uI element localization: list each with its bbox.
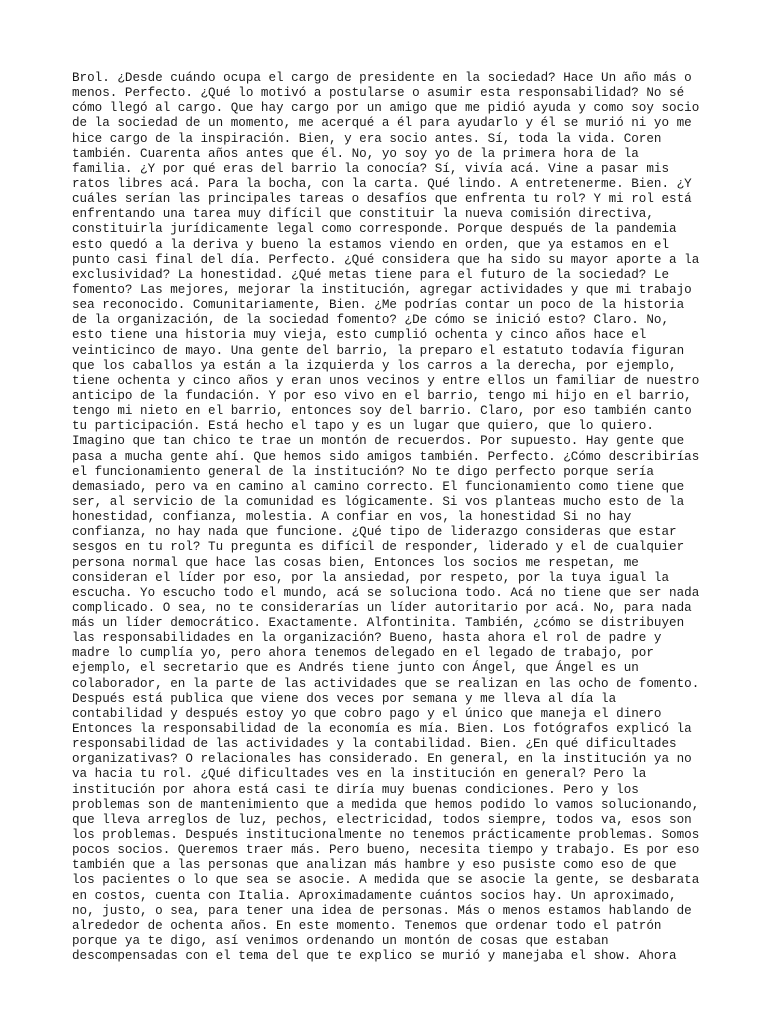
text-line: organizativas? O relacionales has considerado. En general, en la institución ya no: [72, 752, 692, 767]
text-line: en costos, cuenta con Italia. Aproximadamente cuántos socios hay. Un aproximado,: [72, 888, 677, 903]
text-line: que lleva arreglos de luz, pechos, electricidad, todos siempre, todos va, esos son: [72, 812, 692, 827]
text-line: escucha. Yo escucho todo el mundo, acá se soluciona todo. Acá no tiene que ser nada: [72, 585, 700, 600]
text-line: porque ya te digo, así venimos ordenando un montón de cosas que estaban: [72, 934, 609, 949]
text-line: veinticinco de mayo. Una gente del barrio, la preparo el estatuto todavía figuran: [72, 343, 685, 358]
text-line: de la organización, de la sociedad fomento? ¿De cómo se inició esto? Claro. No,: [72, 313, 670, 328]
text-line: persona normal que hace las cosas bien, Entonces los socios me respetan, me: [72, 555, 639, 570]
text-line: pocos socios. Queremos traer más. Pero bueno, necesita tiempo y trabajo. Es por eso: [72, 843, 700, 858]
text-line: Brol. ¿Desde cuándo ocupa el cargo de presidente en la sociedad? Hace Un año más o: [72, 71, 692, 85]
text-line: honestidad, confianza, molestia. A confiar en vos, la honestidad Si no hay: [72, 510, 632, 525]
text-line: anticipo de la fundación. Y por eso vivo en el barrio, tengo mi hijo en el barrio,: [72, 388, 692, 403]
text-line: colaborador, en la parte de las actividades que se realizan en las ocho de fomento.: [72, 676, 700, 691]
text-line: descompensadas con el tema del que te explico se murió y manejaba el show. Ahora: [72, 949, 677, 964]
text-line: enfrentando una tarea muy difícil que constituir la nueva comisión directiva,: [72, 207, 654, 222]
text-line: institución por ahora está casi te diría muy buenas condiciones. Pero y los: [72, 782, 639, 797]
text-line: complicado. O sea, no te considerarías un líder autoritario por acá. No, para nada: [72, 600, 692, 615]
text-line: sesgos en tu rol? Tu pregunta es difícil de responder, liderado y el de cualquier: [72, 540, 685, 555]
text-line: tu participación. Está hecho el tapo y es un lugar que quiero, que lo quiero.: [72, 419, 654, 434]
text-line: sea reconocido. Comunitariamente, Bien. ¿Me podrías contar un poco de la historia: [72, 298, 685, 313]
text-line: más un líder democrático. Exactamente. Alfontinita. También, ¿cómo se distribuyen: [72, 616, 685, 631]
text-line: hice cargo de la inspiración. Bien, y era socio antes. Sí, toda la vida. Coren: [72, 131, 662, 146]
text-line: también. Cuarenta años antes que él. No, yo soy yo de la primera hora de la: [72, 146, 639, 161]
text-line: ejemplo, el secretario que es Andrés tiene junto con Ángel, que Ángel es un: [72, 661, 639, 676]
text-line: consideran el líder por eso, por la ansiedad, por respeto, por la tuya igual la: [72, 570, 670, 585]
text-line: los problemas. Después institucionalmente no tenemos prácticamente problemas. Somos: [72, 828, 700, 843]
text-line: Después está publica que viene dos veces por semana y me lleva al día la: [72, 691, 617, 706]
text-line: va hacia tu rol. ¿Qué dificultades ves en la institución en general? Pero la: [72, 767, 647, 782]
text-line: problemas son de mantenimiento que a medida que hemos podido lo vamos solucionando,: [72, 797, 700, 812]
text-line: alrededor de ochenta años. En este momento. Tenemos que ordenar todo el patrón: [72, 918, 662, 933]
text-line: pasa a mucha gente ahí. Que hemos sido amigos también. Perfecto. ¿Cómo describirías: [72, 449, 700, 464]
text-line: responsabilidad de las actividades y la contabilidad. Bien. ¿En qué dificultades: [72, 737, 677, 752]
text-line: menos. Perfecto. ¿Qué lo motivó a postularse o asumir esta responsabilidad? No sé: [72, 86, 685, 101]
text-line: el funcionamiento general de la institución? No te digo perfecto porque sería: [72, 464, 654, 479]
text-line: tengo mi nieto en el barrio, entonces soy del barrio. Claro, por eso también canto: [72, 404, 692, 419]
text-line: madre lo cumplía yo, pero ahora tenemos delegado en el legado de trabajo, por: [72, 646, 654, 661]
text-line: ratos libres acá. Para la bocha, con la carta. Qué lindo. A entretenerme. Bien. ¿Y: [72, 176, 692, 191]
text-line: constituirla jurídicamente legal como corresponde. Porque después de la pandemia: [72, 222, 677, 237]
text-line: ser, al servicio de la comunidad es lógicamente. Si vos planteas mucho esto de la: [72, 494, 685, 509]
text-line: no, justo, o sea, para tener una idea de personas. Más o menos estamos hablando de: [72, 903, 692, 918]
text-line: que los caballos ya están a la izquierda y los carros a la derecha, por ejemplo,: [72, 358, 677, 373]
document-page: [72, 71, 702, 964]
text-line: tiene ochenta y cinco años y eran unos vecinos y entre ellos un familiar de nuestro: [72, 373, 700, 388]
text-line: esto tiene una historia muy vieja, esto cumplió ochenta y cinco años hace el: [72, 328, 647, 343]
text-line: las responsabilidades en la organización? Bueno, hasta ahora el rol de padre y: [72, 631, 662, 646]
text-line: de la sociedad de un momento, me acerqué a él para ayudarlo y él se murió ni yo me: [72, 116, 692, 131]
text-line: también que a las personas que analizan más hambre y eso pusiste como eso de que: [72, 858, 677, 873]
text-line: Entonces la responsabilidad de la economía es mía. Bien. Los fotógrafos explicó la: [72, 722, 692, 737]
text-line: los pacientes o lo que sea se asocie. A medida que se asocie la gente, se desbarata: [72, 873, 700, 888]
text-line: confianza, no hay nada que funcione. ¿Qué tipo de liderazgo consideras que estar: [72, 525, 677, 540]
text-line: Imagino que tan chico te trae un montón de recuerdos. Por supuesto. Hay gente que: [72, 434, 685, 449]
text-line: familia. ¿Y por qué eras del barrio la conocía? Sí, vivía acá. Vine a pasar mis: [72, 161, 670, 176]
text-line: cuáles serían las principales tareas o desafíos que enfrenta tu rol? Y mi rol está: [72, 192, 692, 207]
text-line: exclusividad? La honestidad. ¿Qué metas tiene para el futuro de la sociedad? Le: [72, 267, 670, 282]
text-line: demasiado, pero va en camino al camino correcto. El funcionamiento como tiene que: [72, 479, 685, 494]
text-line: fomento? Las mejores, mejorar la institución, agregar actividades y que mi trabajo: [72, 282, 692, 297]
text-line: esto quedó a la deriva y bueno la estamos viendo en orden, que ya estamos en el: [72, 237, 670, 252]
text-line: contabilidad y después estoy yo que cobro pago y el único que maneja el dinero: [72, 706, 662, 721]
text-line: punto casi final del día. Perfecto. ¿Qué considera que ha sido su mayor aporte a la: [72, 252, 700, 267]
text-line: cómo llegó al cargo. Que hay cargo por un amigo que me pidió ayuda y como soy socio: [72, 101, 700, 116]
